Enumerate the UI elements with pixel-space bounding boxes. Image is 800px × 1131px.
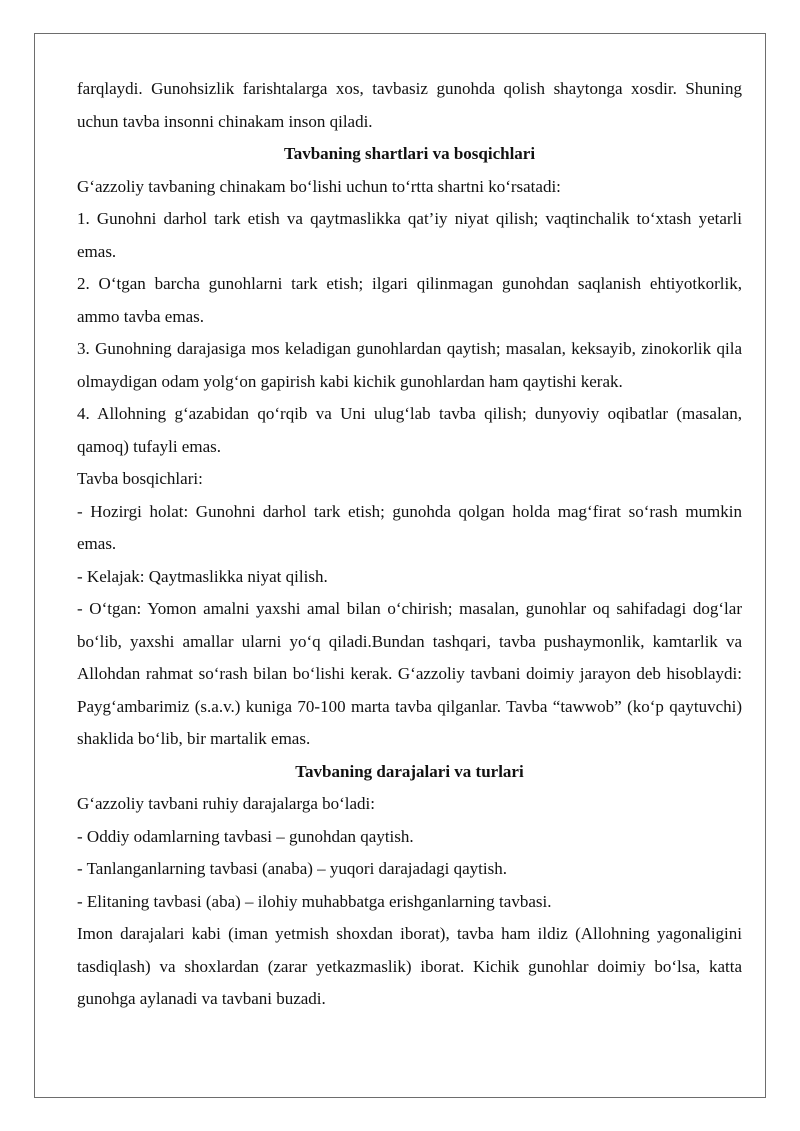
condition-item: 3. Gunohning darajasiga mos keladigan gunohlardan qaytish; masalan, keksayib, zinokorlik qila olmaydigan odam yolg‘on gapirish kabi kichik gunohlardan ham qaytishi kerak. <box>77 339 742 391</box>
condition-item: 4. Allohning g‘azabidan qo‘rqib va Uni ulug‘lab tavba qilish; dunyoviy oqibatlar (masalan, qamoq) tufayli emas. <box>77 404 742 456</box>
paragraph-levels-intro: G‘azzoliy tavbani ruhiy darajalarga bo‘ladi: <box>77 794 376 813</box>
stage-item: - Hozirgi holat: Gunohni darhol tark etish; gunohda qolgan holda mag‘firat so‘rash mumkin emas. <box>77 501 742 553</box>
stage-item: - O‘tgan: Yomon amalni yaxshi amal bilan o‘chirish; masalan, gunohlar oq sahifadagi dog‘lar bo‘lib, yaxshi amallar ularni yo‘q qiladi.Bundan tashqari, tavba pushaymonlik, kamtarlik va Allohdan rahmat so‘rash bilan bo‘lishi kerak. G‘azzoliy tavbani doimiy jarayon deb hisoblaydi: Payg‘ambarimiz (s.a.v.) kuniga 70-100 marta tavba qilganlar. Tavba “tawwob” (ko‘p qaytuvchi) shaklida bo‘lib, bir martalik emas. <box>77 599 742 748</box>
stage-item: - Kelajak: Qaytmaslikka niyat qilish. <box>77 566 328 586</box>
section-heading-levels: Tavbaning darajalari va turlari <box>295 761 524 781</box>
level-item: - Elitaning tavbasi (aba) – ilohiy muhabbatga erishganlarning tavbasi. <box>77 891 552 911</box>
condition-item: 2. O‘tgan barcha gunohlarni tark etish; ilgari qilinmagan gunohdan saqlanish ehtiyotkorlik, ammo tavba emas. <box>77 274 742 326</box>
level-item: - Tanlanganlarning tavbasi (anaba) – yuqori darajadagi qaytish. <box>77 859 507 878</box>
level-item: - Oddiy odamlarning tavbasi – gunohdan qaytish. <box>77 826 414 846</box>
condition-item: 1. Gunohni darhol tark etish va qaytmaslikka qat’iy niyat qilish; vaqtinchalik to‘xtash yetarli emas. <box>77 209 742 261</box>
document-body <box>77 73 742 1016</box>
paragraph-closing: Imon darajalari kabi (iman yetmish shoxdan iborat), tavba ham ildiz (Allohning yagonaligini tasdiqlash) va shoxlardan (zarar yetkazmaslik) iborat. Kichik gunohlar doimiy bo‘lsa, katta gunohga aylanadi va tavbani buzadi. <box>77 924 742 1008</box>
stages-title: Tavba bosqichlari: <box>77 469 203 488</box>
paragraph-conditions-intro: G‘azzoliy tavbaning chinakam bo‘lishi uchun to‘rtta shartni ko‘rsatadi: <box>77 176 561 196</box>
paragraph-intro: farqlaydi. Gunohsizlik farishtalarga xos, tavbasiz gunohda qolish shaytonga xosdir. Shuning uchun tavba insonni chinakam inson qiladi. <box>77 79 742 131</box>
section-heading-conditions: Tavbaning shartlari va bosqichlari <box>283 144 536 163</box>
